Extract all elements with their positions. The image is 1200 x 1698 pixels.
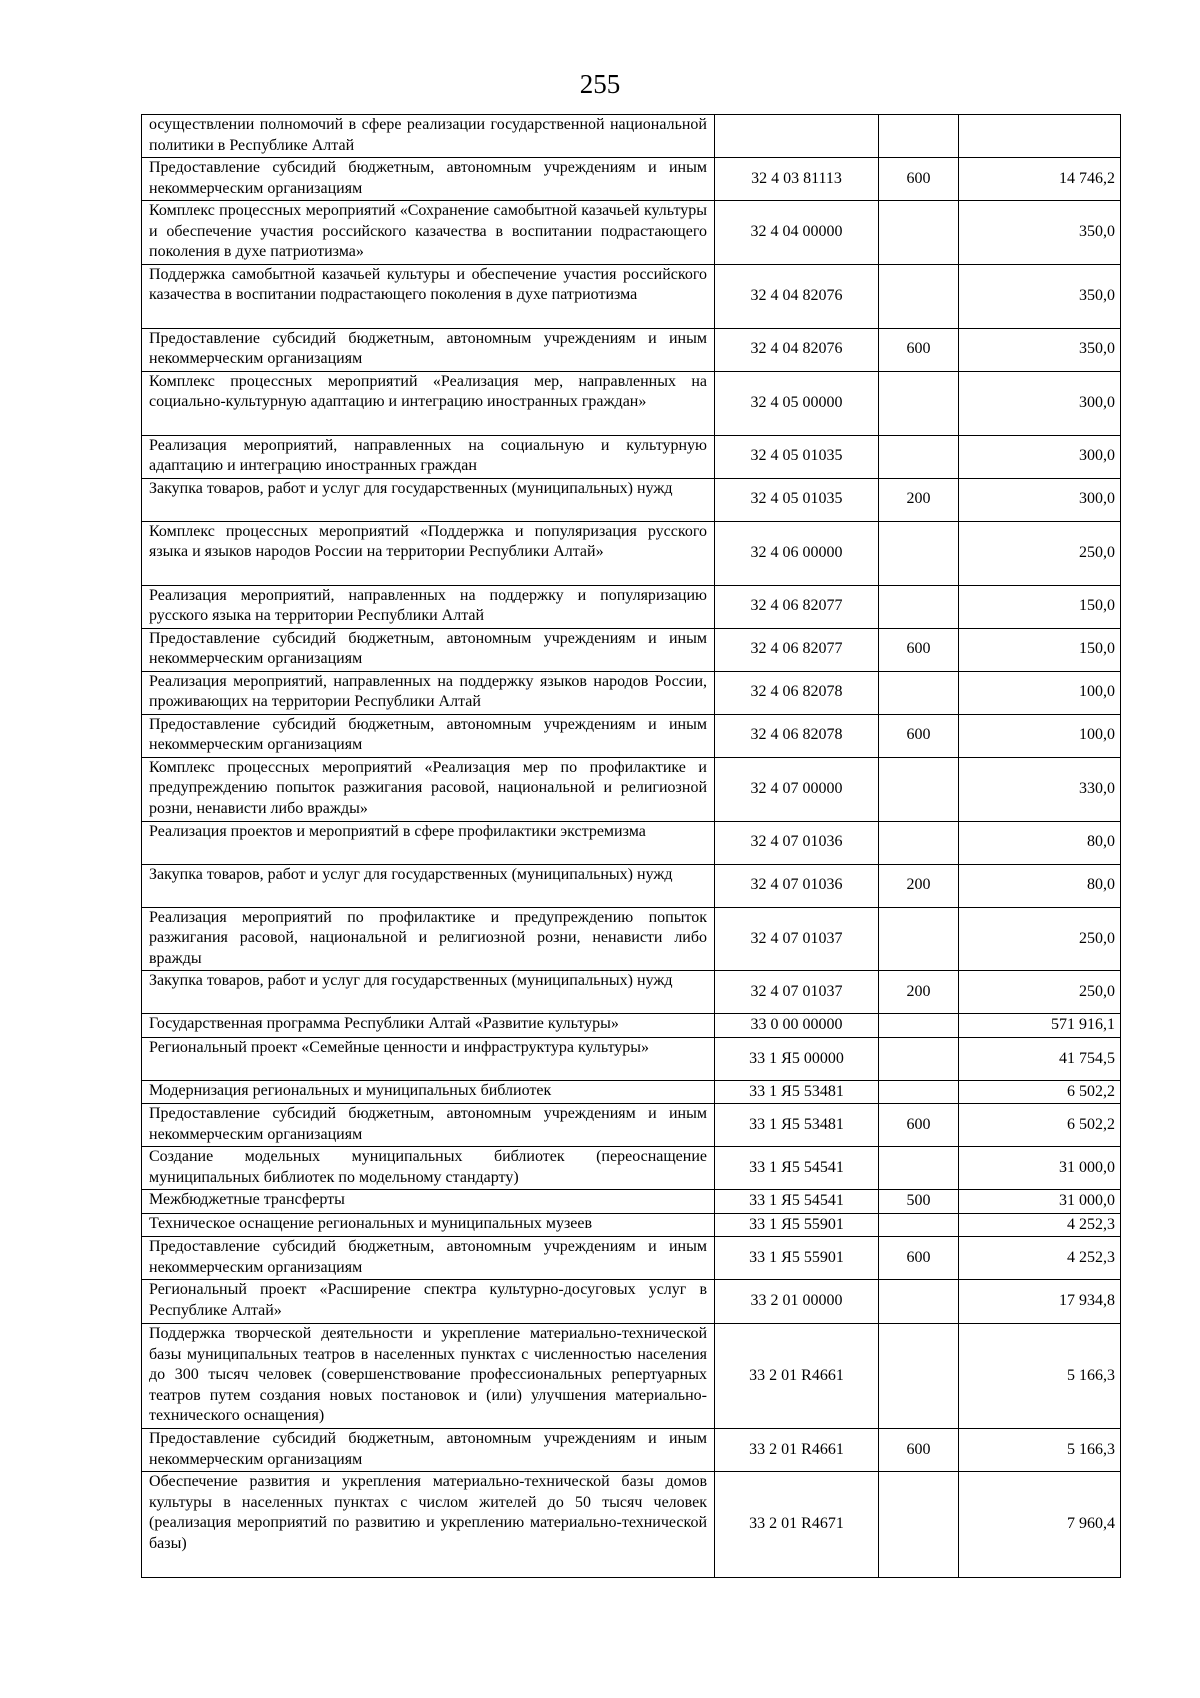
row-expense-type-cell bbox=[879, 907, 959, 971]
row-amount-cell: 5 166,3 bbox=[959, 1324, 1121, 1429]
row-expense-type-cell bbox=[879, 115, 959, 158]
row-expense-type-cell: 600 bbox=[879, 1429, 959, 1472]
row-code-cell: 33 1 Я5 54541 bbox=[715, 1147, 879, 1190]
row-amount-cell: 6 502,2 bbox=[959, 1081, 1121, 1104]
row-name-cell: Реализация мероприятий, направленных на поддержку и популяризацию русского языка на территории Республики Алтай bbox=[142, 585, 715, 628]
row-expense-type-cell: 600 bbox=[879, 1237, 959, 1280]
row-code-cell: 33 1 Я5 00000 bbox=[715, 1038, 879, 1081]
table-row bbox=[142, 864, 1121, 907]
row-code-cell: 33 1 Я5 54541 bbox=[715, 1190, 879, 1214]
budget-table-body bbox=[142, 115, 1121, 1578]
table-row bbox=[142, 971, 1121, 1014]
row-name-cell: Предоставление субсидий бюджетным, автономным учреждениям и иным некоммерческим организациям bbox=[142, 1237, 715, 1280]
row-amount-cell: 250,0 bbox=[959, 907, 1121, 971]
row-expense-type-cell bbox=[879, 1324, 959, 1429]
row-expense-type-cell: 200 bbox=[879, 864, 959, 907]
row-name-cell: Обеспечение развития и укрепления материально-технической базы домов культуры в населенных пунктах с числом жителей до 50 тысяч человек (реализация мероприятий по развитию и укреплению материально-технической базы) bbox=[142, 1472, 715, 1578]
row-code-cell: 32 4 06 00000 bbox=[715, 521, 879, 585]
row-code-cell: 32 4 05 00000 bbox=[715, 371, 879, 435]
row-amount-cell: 6 502,2 bbox=[959, 1104, 1121, 1147]
row-amount-cell: 80,0 bbox=[959, 864, 1121, 907]
row-name-cell: Региональный проект «Семейные ценности и инфраструктура культуры» bbox=[142, 1038, 715, 1081]
row-amount-cell: 350,0 bbox=[959, 328, 1121, 371]
budget-table bbox=[141, 114, 1121, 1578]
row-name-cell: Реализация мероприятий по профилактике и предупреждению попыток разжигания расовой, национальной и религиозной розни, ненависти либо вражды bbox=[142, 907, 715, 971]
row-expense-type-cell bbox=[879, 1214, 959, 1237]
row-code-cell: 33 2 01 R4671 bbox=[715, 1472, 879, 1578]
row-expense-type-cell bbox=[879, 1147, 959, 1190]
row-amount-cell: 31 000,0 bbox=[959, 1147, 1121, 1190]
row-name-cell: Закупка товаров, работ и услуг для государственных (муниципальных) нужд bbox=[142, 971, 715, 1014]
table-row bbox=[142, 757, 1121, 821]
row-code-cell: 33 1 Я5 53481 bbox=[715, 1081, 879, 1104]
table-row bbox=[142, 158, 1121, 201]
table-row bbox=[142, 907, 1121, 971]
row-name-cell: Техническое оснащение региональных и муниципальных музеев bbox=[142, 1214, 715, 1237]
row-code-cell: 32 4 07 01037 bbox=[715, 971, 879, 1014]
row-code-cell: 32 4 04 00000 bbox=[715, 201, 879, 265]
table-row bbox=[142, 371, 1121, 435]
row-code-cell: 32 4 05 01035 bbox=[715, 478, 879, 521]
row-code-cell: 32 4 07 01036 bbox=[715, 821, 879, 864]
row-amount-cell: 5 166,3 bbox=[959, 1429, 1121, 1472]
row-name-cell: Региональный проект «Расширение спектра культурно-досуговых услуг в Республике Алтай» bbox=[142, 1280, 715, 1324]
table-row bbox=[142, 435, 1121, 478]
row-name-cell: осуществлении полномочий в сфере реализации государственной национальной политики в Республике Алтай bbox=[142, 115, 715, 158]
row-amount-cell: 14 746,2 bbox=[959, 158, 1121, 201]
row-amount-cell: 350,0 bbox=[959, 201, 1121, 265]
table-row bbox=[142, 1324, 1121, 1429]
row-code-cell: 32 4 04 82076 bbox=[715, 328, 879, 371]
page-number: 255 bbox=[579, 69, 621, 99]
row-amount-cell: 150,0 bbox=[959, 628, 1121, 671]
row-amount-cell: 150,0 bbox=[959, 585, 1121, 628]
row-expense-type-cell: 600 bbox=[879, 714, 959, 757]
row-code-cell: 32 4 05 01035 bbox=[715, 435, 879, 478]
row-code-cell: 33 1 Я5 53481 bbox=[715, 1104, 879, 1147]
row-name-cell: Комплекс процессных мероприятий «Сохранение самобытной казачьей культуры и обеспечение участия российского казачества в воспитании подрастающего поколения в духе патриотизма» bbox=[142, 201, 715, 265]
row-expense-type-cell bbox=[879, 521, 959, 585]
row-amount-cell: 100,0 bbox=[959, 671, 1121, 714]
row-expense-type-cell: 600 bbox=[879, 628, 959, 671]
row-code-cell: 33 2 01 R4661 bbox=[715, 1324, 879, 1429]
row-code-cell: 33 2 01 00000 bbox=[715, 1280, 879, 1324]
row-name-cell: Межбюджетные трансферты bbox=[142, 1190, 715, 1214]
table-row bbox=[142, 1038, 1121, 1081]
row-name-cell: Реализация мероприятий, направленных на поддержку языков народов России, проживающих на территории Республики Алтай bbox=[142, 671, 715, 714]
row-expense-type-cell bbox=[879, 671, 959, 714]
row-code-cell: 32 4 04 82076 bbox=[715, 264, 879, 328]
row-amount-cell: 330,0 bbox=[959, 757, 1121, 821]
row-expense-type-cell: 500 bbox=[879, 1190, 959, 1214]
table-row bbox=[142, 1190, 1121, 1214]
row-amount-cell: 250,0 bbox=[959, 521, 1121, 585]
row-amount-cell: 4 252,3 bbox=[959, 1214, 1121, 1237]
table-row bbox=[142, 201, 1121, 265]
row-code-cell: 32 4 07 00000 bbox=[715, 757, 879, 821]
row-expense-type-cell bbox=[879, 201, 959, 265]
row-code-cell: 33 1 Я5 55901 bbox=[715, 1214, 879, 1237]
row-name-cell: Комплекс процессных мероприятий «Реализация мер, направленных на социально-культурную адаптацию и интеграцию иностранных граждан» bbox=[142, 371, 715, 435]
row-name-cell: Предоставление субсидий бюджетным, автономным учреждениям и иным некоммерческим организациям bbox=[142, 714, 715, 757]
row-amount-cell: 7 960,4 bbox=[959, 1472, 1121, 1578]
row-amount-cell: 31 000,0 bbox=[959, 1190, 1121, 1214]
row-expense-type-cell: 600 bbox=[879, 158, 959, 201]
row-name-cell: Реализация проектов и мероприятий в сфере профилактики экстремизма bbox=[142, 821, 715, 864]
table-row bbox=[142, 1014, 1121, 1038]
row-code-cell: 32 4 07 01037 bbox=[715, 907, 879, 971]
row-amount-cell: 80,0 bbox=[959, 821, 1121, 864]
row-name-cell: Закупка товаров, работ и услуг для государственных (муниципальных) нужд bbox=[142, 864, 715, 907]
row-expense-type-cell: 600 bbox=[879, 328, 959, 371]
table-row bbox=[142, 1237, 1121, 1280]
row-amount-cell: 100,0 bbox=[959, 714, 1121, 757]
table-row bbox=[142, 1147, 1121, 1190]
row-expense-type-cell: 200 bbox=[879, 971, 959, 1014]
row-expense-type-cell bbox=[879, 585, 959, 628]
row-expense-type-cell bbox=[879, 1472, 959, 1578]
table-row bbox=[142, 1081, 1121, 1104]
table-row bbox=[142, 1280, 1121, 1324]
row-expense-type-cell bbox=[879, 757, 959, 821]
row-code-cell: 32 4 06 82078 bbox=[715, 671, 879, 714]
row-name-cell: Предоставление субсидий бюджетным, автономным учреждениям и иным некоммерческим организациям bbox=[142, 628, 715, 671]
row-name-cell: Поддержка самобытной казачьей культуры и обеспечение участия российского казачества в воспитании подрастающего поколения в духе патриотизма bbox=[142, 264, 715, 328]
row-name-cell: Предоставление субсидий бюджетным, автономным учреждениям и иным некоммерческим организациям bbox=[142, 1429, 715, 1472]
table-row bbox=[142, 1429, 1121, 1472]
row-code-cell: 33 1 Я5 55901 bbox=[715, 1237, 879, 1280]
row-name-cell: Создание модельных муниципальных библиотек (переоснащение муниципальных библиотек по модельному стандарту) bbox=[142, 1147, 715, 1190]
table-row bbox=[142, 328, 1121, 371]
row-expense-type-cell bbox=[879, 1280, 959, 1324]
row-name-cell: Предоставление субсидий бюджетным, автономным учреждениям и иным некоммерческим организациям bbox=[142, 1104, 715, 1147]
row-expense-type-cell bbox=[879, 1014, 959, 1038]
row-name-cell: Государственная программа Республики Алтай «Развитие культуры» bbox=[142, 1014, 715, 1038]
table-row bbox=[142, 264, 1121, 328]
table-row bbox=[142, 585, 1121, 628]
table-row bbox=[142, 1472, 1121, 1578]
row-expense-type-cell bbox=[879, 821, 959, 864]
row-expense-type-cell: 600 bbox=[879, 1104, 959, 1147]
row-name-cell: Реализация мероприятий, направленных на социальную и культурную адаптацию и интеграцию иностранных граждан bbox=[142, 435, 715, 478]
row-amount-cell: 17 934,8 bbox=[959, 1280, 1121, 1324]
row-name-cell: Закупка товаров, работ и услуг для государственных (муниципальных) нужд bbox=[142, 478, 715, 521]
row-expense-type-cell: 200 bbox=[879, 478, 959, 521]
row-expense-type-cell bbox=[879, 1081, 959, 1104]
row-code-cell: 33 0 00 00000 bbox=[715, 1014, 879, 1038]
table-row bbox=[142, 1104, 1121, 1147]
row-name-cell: Предоставление субсидий бюджетным, автономным учреждениям и иным некоммерческим организациям bbox=[142, 328, 715, 371]
row-expense-type-cell bbox=[879, 264, 959, 328]
row-code-cell bbox=[715, 115, 879, 158]
table-row bbox=[142, 628, 1121, 671]
row-name-cell: Комплекс процессных мероприятий «Поддержка и популяризация русского языка и языков народов России на территории Республики Алтай» bbox=[142, 521, 715, 585]
table-row bbox=[142, 115, 1121, 158]
row-amount-cell: 300,0 bbox=[959, 478, 1121, 521]
row-code-cell: 32 4 06 82077 bbox=[715, 585, 879, 628]
row-amount-cell: 41 754,5 bbox=[959, 1038, 1121, 1081]
row-code-cell: 32 4 06 82077 bbox=[715, 628, 879, 671]
row-name-cell: Поддержка творческой деятельности и укрепление материально-технической базы муниципальных театров в населенных пунктах с численностью населения до 300 тысяч человек (совершенствование профессиональных репертуарных театров путем создания новых постановок и (или) улучшения материально-технического оснащения) bbox=[142, 1324, 715, 1429]
row-amount-cell: 571 916,1 bbox=[959, 1014, 1121, 1038]
row-code-cell: 33 2 01 R4661 bbox=[715, 1429, 879, 1472]
row-amount-cell bbox=[959, 115, 1121, 158]
row-name-cell: Предоставление субсидий бюджетным, автономным учреждениям и иным некоммерческим организациям bbox=[142, 158, 715, 201]
row-name-cell: Модернизация региональных и муниципальных библиотек bbox=[142, 1081, 715, 1104]
table-row bbox=[142, 521, 1121, 585]
row-code-cell: 32 4 06 82078 bbox=[715, 714, 879, 757]
row-amount-cell: 350,0 bbox=[959, 264, 1121, 328]
row-amount-cell: 250,0 bbox=[959, 971, 1121, 1014]
table-row bbox=[142, 671, 1121, 714]
table-row bbox=[142, 478, 1121, 521]
row-amount-cell: 4 252,3 bbox=[959, 1237, 1121, 1280]
row-code-cell: 32 4 03 81113 bbox=[715, 158, 879, 201]
row-amount-cell: 300,0 bbox=[959, 435, 1121, 478]
table-row bbox=[142, 1214, 1121, 1237]
table-row bbox=[142, 714, 1121, 757]
row-name-cell: Комплекс процессных мероприятий «Реализация мер по профилактике и предупреждению попыток разжигания расовой, национальной и религиозной розни, ненависти либо вражды» bbox=[142, 757, 715, 821]
row-code-cell: 32 4 07 01036 bbox=[715, 864, 879, 907]
row-expense-type-cell bbox=[879, 1038, 959, 1081]
row-expense-type-cell bbox=[879, 371, 959, 435]
row-expense-type-cell bbox=[879, 435, 959, 478]
table-row bbox=[142, 821, 1121, 864]
row-amount-cell: 300,0 bbox=[959, 371, 1121, 435]
